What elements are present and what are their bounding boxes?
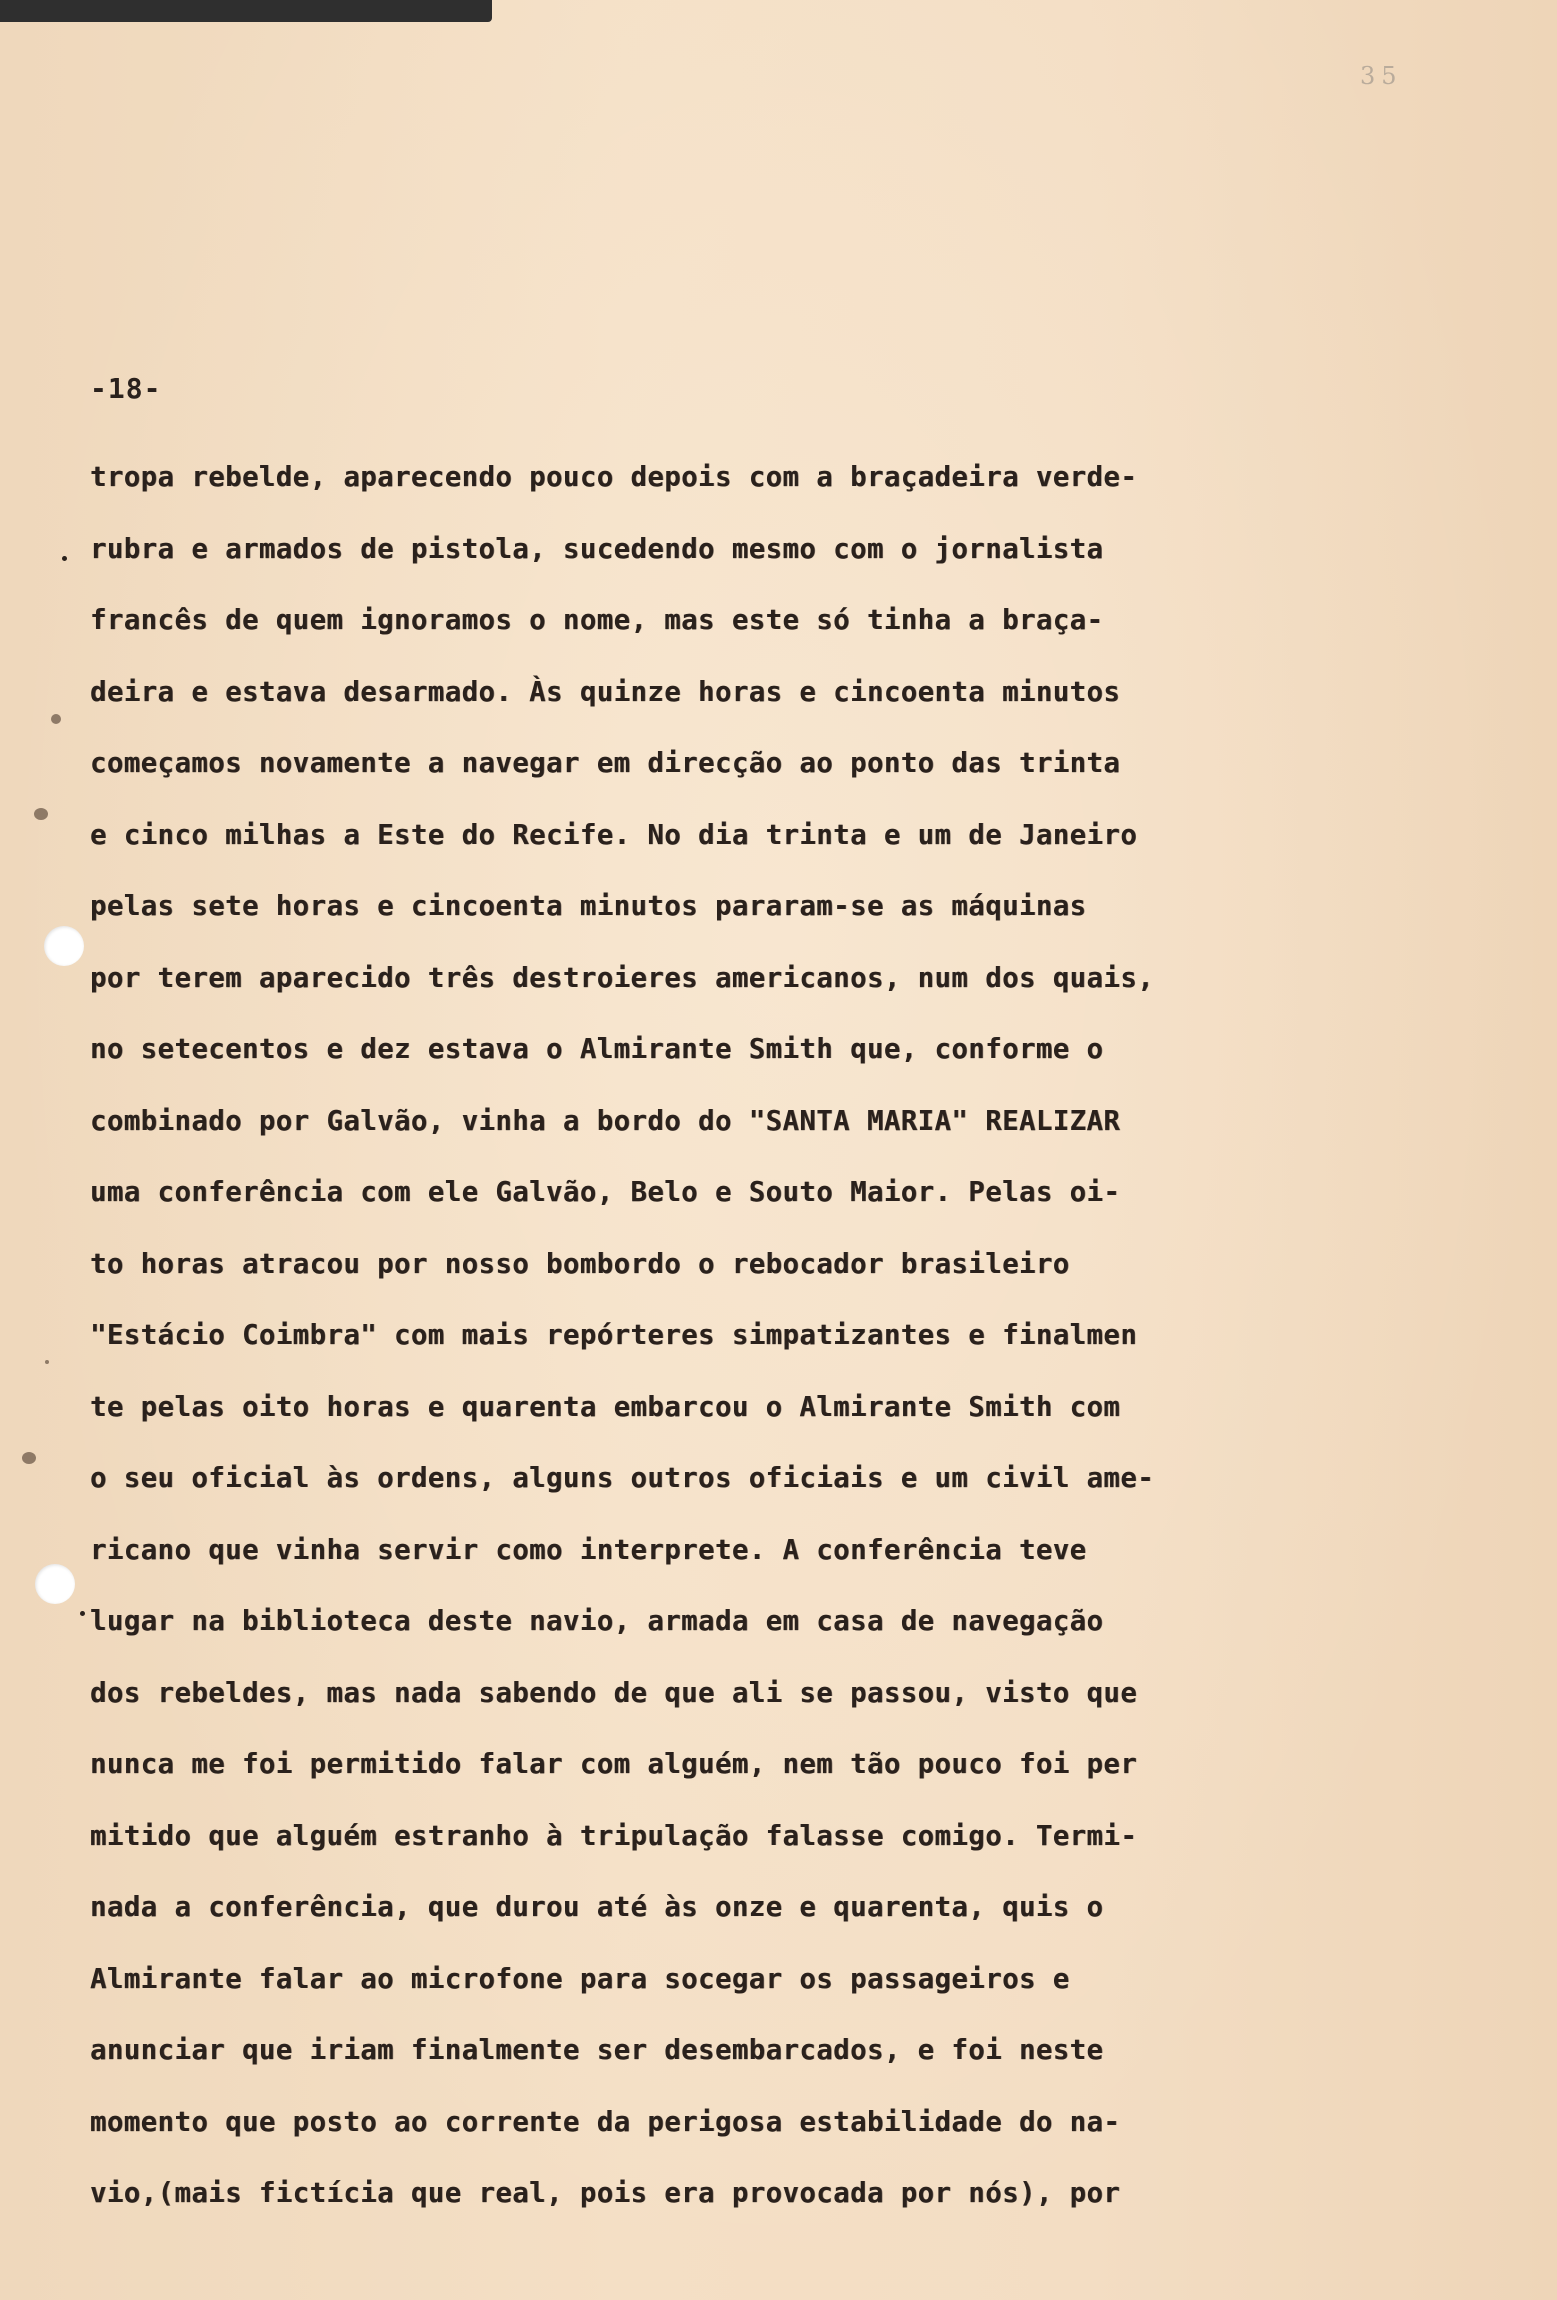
text-line: nunca me foi permitido falar com alguém, nem tão pouco foi per xyxy=(90,1749,1138,1780)
typed-body-text xyxy=(90,458,1410,2246)
text-line: te pelas oito horas e quarenta embarcou o Almirante Smith com xyxy=(90,1391,1121,1423)
margin-dot xyxy=(62,556,67,561)
text-line: no setecentos e dez estava o Almirante Smith que, conforme o xyxy=(90,1034,1104,1065)
paper-speck xyxy=(51,714,61,724)
text-line: uma conferência com ele Galvão, Belo e Souto Maior. Pelas oi- xyxy=(90,1177,1121,1208)
text-line: rubra e armados de pistola, sucedendo mesmo com o jornalista xyxy=(90,533,1104,565)
paper-speck xyxy=(22,1452,36,1464)
text-line: começamos novamente a navegar em direcção ao ponto das trinta xyxy=(90,748,1121,779)
paper-speck xyxy=(34,808,48,820)
text-line: e cinco milhas a Este do Recife. No dia trinta e um de Janeiro xyxy=(90,819,1138,851)
scan-edge-strip xyxy=(0,0,492,22)
text-line: mitido que alguém estranho à tripulação falasse comigo. Termi- xyxy=(90,1820,1138,1852)
text-line: o seu oficial às ordens, alguns outros oficiais e um civil ame- xyxy=(90,1463,1155,1494)
text-line: vio,(mais fictícia que real, pois era provocada por nós), por xyxy=(90,2178,1121,2209)
text-line: Almirante falar ao microfone para socegar os passageiros e xyxy=(90,1963,1070,1995)
text-line: deira e estava desarmado. Às quinze horas e cincoenta minutos xyxy=(90,676,1121,708)
text-line: por terem aparecido três destroieres americanos, num dos quais, xyxy=(90,962,1155,994)
punch-hole xyxy=(44,926,84,966)
text-line: combinado por Galvão, vinha a bordo do "SANTA MARIA" REALIZAR xyxy=(90,1105,1121,1137)
paper-speck xyxy=(45,1360,49,1364)
text-line: nada a conferência, que durou até às onze e quarenta, quis o xyxy=(90,1892,1104,1923)
text-line: momento que posto ao corrente da perigosa estabilidade do na- xyxy=(90,2106,1121,2138)
margin-dot xyxy=(80,1611,85,1616)
text-line: pelas sete horas e cincoenta minutos pararam-se as máquinas xyxy=(90,891,1087,922)
page-number: -18- xyxy=(90,372,162,405)
text-line: anunciar que iriam finalmente ser desembarcados, e foi neste xyxy=(90,2035,1104,2066)
text-line: to horas atracou por nosso bombordo o rebocador brasileiro xyxy=(90,1248,1070,1280)
punch-hole xyxy=(35,1564,75,1604)
text-line: lugar na biblioteca deste navio, armada em casa de navegação xyxy=(90,1606,1104,1637)
text-line: "Estácio Coimbra" com mais repórteres simpatizantes e finalmen xyxy=(90,1320,1138,1351)
text-line: tropa rebelde, aparecendo pouco depois com a braçadeira verde- xyxy=(90,462,1138,493)
corner-page-mark: 35 xyxy=(1360,62,1403,90)
text-line: dos rebeldes, mas nada sabendo de que ali se passou, visto que xyxy=(90,1677,1138,1709)
text-line: ricano que vinha servir como interprete. A conferência teve xyxy=(90,1534,1087,1566)
text-line: francês de quem ignoramos o nome, mas este só tinha a braça- xyxy=(90,605,1104,636)
